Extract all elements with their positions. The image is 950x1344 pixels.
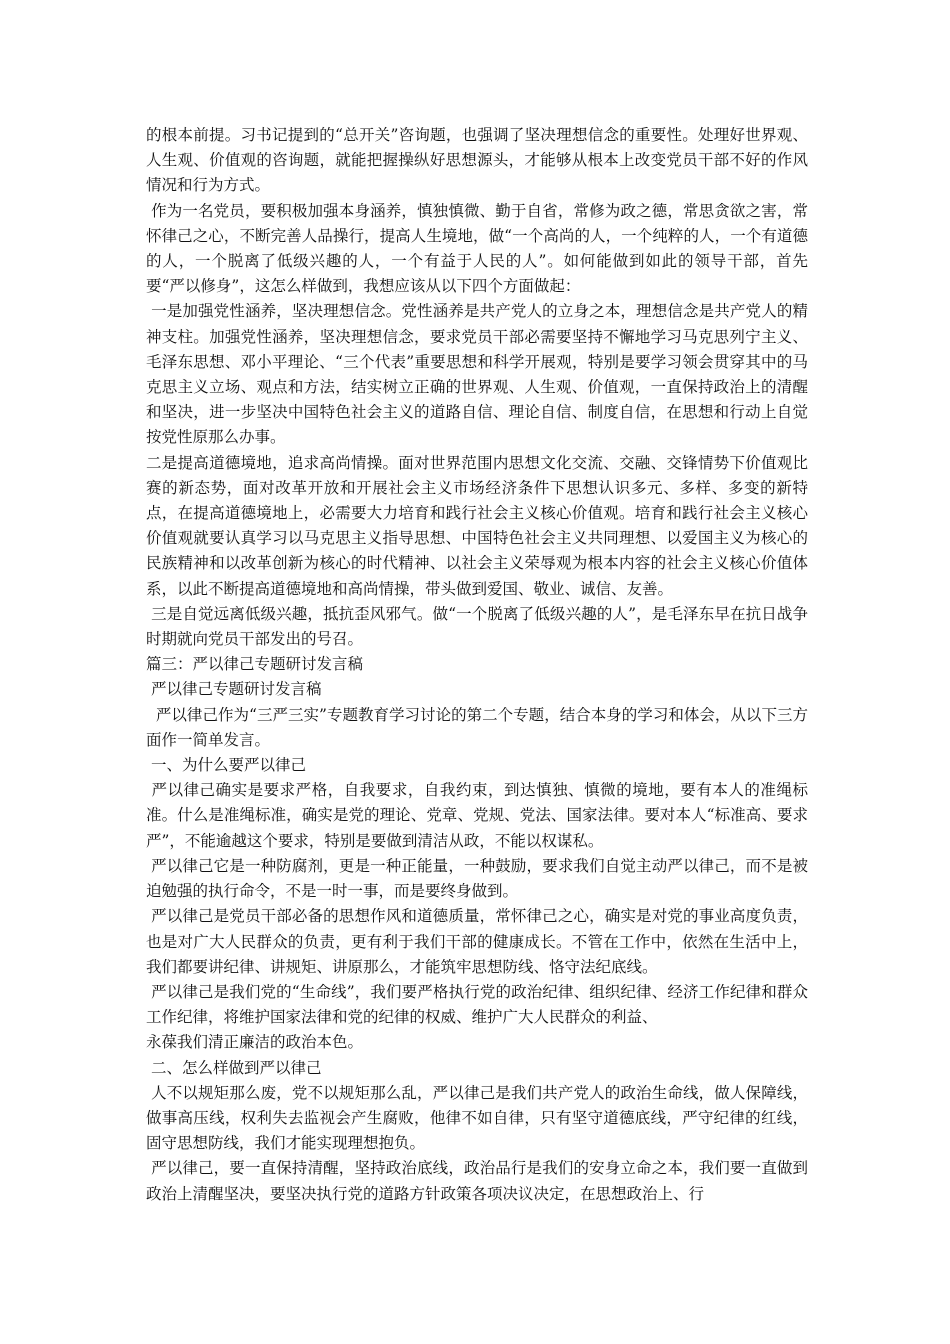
paragraph: 严以律己确实是要求严格，自我要求，自我约束，到达慎独、慎微的境地，要有本人的准绳标准。什么是准绳标准，确实是党的理论、党章、党规、党法、国家法律。要对本人“标准高、要求严”，不能逾越这个要求，特别是要做到清洁从政，不能以权谋私。: [146, 781, 808, 850]
paragraph: 的根本前提。习书记提到的“总开关”咨询题，也强调了坚决理想信念的重要性。处理好世界观、人生观、价值观的咨询题，就能把握操纵好思想源头，才能够从根本上改变党员干部不好的作风情况和行为方式。: [146, 126, 808, 195]
paragraph: 严以律己，要一直保持清醒，坚持政治底线，政治品行是我们的安身立命之本，我们要一直做到政治上清醒坚决，要坚决执行党的道路方针政策各项决议决定，在思想政治上、行: [146, 1159, 808, 1203]
paragraph: 严以律己是我们党的“生命线”，我们要严格执行党的政治纪律、组织纪律、经济工作纪律和群众工作纪律，将维护国家法律和党的纪律的权威、维护广大人民群众的利益、 永葆我们清正廉洁的政治本色。: [146, 982, 808, 1052]
paragraph: 作为一名党员，要积极加强本身涵养，慎独慎微、勤于自省，常修为政之德，常思贪欲之害，常怀律己之心，不断完善人品操行，提高人生境地，做“一个高尚的人，一个纯粹的人，一个有道德的人，一个脱离了低级兴趣的人，一个有益于人民的人”。如何能做到如此的领导干部，首先要“严以修身”，这怎么样做到，我想应该从以下四个方面做起：: [146, 201, 808, 296]
paragraph: 严以律己是党员干部必备的思想作风和道德质量，常怀律己之心，确实是对党的事业高度负责，也是对广大人民群众的负责，更有利于我们干部的健康成长。不管在工作中，依然在生活中上，我们都要讲纪律、讲规矩、讲原那么，才能筑牢思想防线、恪守法纪底线。: [146, 907, 808, 976]
paragraph: 严以律己它是一种防腐剂，更是一种正能量，一种鼓励，要求我们自觉主动严以律己，而不是被迫勉强的执行命令，不是一时一事，而是要终身做到。: [146, 856, 808, 901]
paragraph: 二是提高道德境地，追求高尚情操。面对世界范围内思想文化交流、交融、交锋情势下价值观比赛的新态势，面对改革开放和开展社会主义市场经济条件下思想认识多元、多样、多变的新特点，在提高道德境地上，必需要大力培育和践行社会主义核心价值观。培育和践行社会主义核心价值观就要认真学习以马克思主义指导思想、中国特色社会主义共同理想、以爱国主义为核心的民族精神和以改革创新为核心的时代精神、以社会主义荣辱观为根本内容的社会主义核心价值体系，以此不断提高道德境地和高尚情操，带头做到爱国、敬业、诚信、友善。: [146, 453, 808, 598]
paragraph: 一是加强党性涵养，坚决理想信念。党性涵养是共产党人的立身之本，理想信念是共产党人的精神支柱。加强党性涵养，坚决理想信念，要求党员干部必需要坚持不懈地学习马克思列宁主义、毛泽东思想、邓小平理论、“三个代表”重要思想和科学开展观，特别是要学习领会贯穿其中的马克思主义立场、观点和方法，结实树立正确的世界观、人生观、价值观，一直保持政治上的清醒和坚决，进一步坚决中国特色社会主义的道路自信、理论自信、制度自信，在思想和行动上自觉按党性原那么办事。: [146, 302, 808, 447]
subheading: 二、怎么样做到严以律己: [146, 1058, 322, 1077]
subheading: 一、为什么要严以律己: [146, 756, 306, 775]
document-body: [146, 123, 808, 1207]
section-heading: 篇三：严以律己专题研讨发言稿: [146, 655, 364, 674]
paragraph: 人不以规矩那么废，党不以规矩那么乱，严以律己是我们共产党人的政治生命线，做人保障线，做事高压线，权利失去监视会产生腐败，他律不如自律，只有坚守道德底线，严守纪律的红线，固守思想防线，我们才能实现理想抱负。: [146, 1083, 808, 1153]
paragraph: 三是自觉远离低级兴趣，抵抗歪风邪气。做“一个脱离了低级兴趣的人”，是毛泽东早在抗日战争时期就向党员干部发出的号召。: [146, 604, 808, 649]
paragraph: 严以律己作为“三严三实”专题教育学习讨论的第二个专题，结合本身的学习和体会，从以下三方面作一简单发言。: [146, 705, 808, 749]
document-title: 严以律己专题研讨发言稿: [146, 680, 322, 699]
